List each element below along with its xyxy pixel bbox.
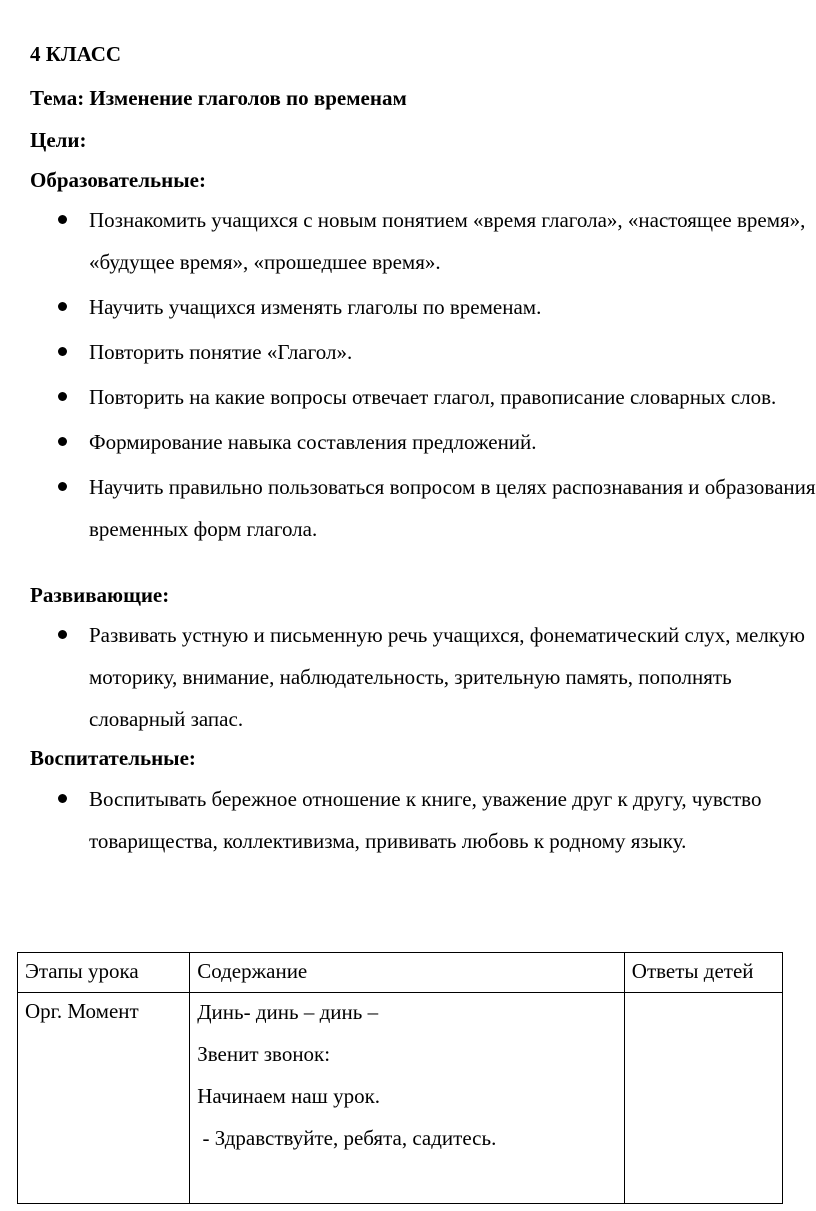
educational-heading: Образовательные: bbox=[30, 168, 206, 192]
list-item: Воспитывать бережное отношение к книге, уважение друг к другу, чувство товарищества, коллективизма, прививать любовь к родному языку. bbox=[0, 778, 816, 862]
list-item: Формирование навыка составления предложений. bbox=[0, 421, 816, 463]
column-header-stage: Этапы урока bbox=[18, 953, 190, 993]
topic-heading: Тема: Изменение глаголов по временам bbox=[30, 86, 407, 110]
list-item: Познакомить учащихся с новым понятием «время глагола», «настоящее время», «будущее время», «прошедшее время». bbox=[0, 199, 816, 283]
content-cell bbox=[190, 993, 625, 1204]
bullet-icon bbox=[58, 482, 67, 491]
content-line: - Здравствуйте, ребята, садитесь. bbox=[197, 1126, 497, 1150]
table-row bbox=[18, 993, 783, 1204]
bullet-icon bbox=[58, 392, 67, 401]
bullet-icon bbox=[58, 215, 67, 224]
bullet-icon bbox=[58, 630, 67, 639]
column-header-content: Содержание bbox=[190, 953, 625, 993]
educational-goals-list bbox=[0, 199, 816, 553]
bullet-icon bbox=[58, 302, 67, 311]
developmental-goals-list bbox=[0, 614, 816, 743]
answers-cell bbox=[624, 993, 782, 1204]
lesson-plan-table bbox=[17, 952, 783, 1204]
bullet-icon bbox=[58, 347, 67, 356]
stage-cell: Орг. Момент bbox=[18, 993, 190, 1204]
list-item: Повторить на какие вопросы отвечает глагол, правописание словарных слов. bbox=[0, 376, 816, 418]
column-header-answers: Ответы детей bbox=[624, 953, 782, 993]
content-line: Звенит звонок: bbox=[197, 1042, 331, 1066]
goals-heading: Цели: bbox=[30, 128, 87, 152]
list-item: Научить правильно пользоваться вопросом в целях распознавания и образования временных форм глагола. bbox=[0, 466, 816, 550]
content-line: Начинаем наш урок. bbox=[197, 1084, 381, 1108]
upbringing-heading: Воспитательные: bbox=[30, 746, 196, 770]
upbringing-goals-list bbox=[0, 778, 816, 865]
list-item: Научить учащихся изменять глаголы по временам. bbox=[0, 286, 816, 328]
content-line: Динь- динь – динь – bbox=[197, 1000, 379, 1024]
list-item: Развивать устную и письменную речь учащихся, фонематический слух, мелкую моторику, внимание, наблюдательность, зрительную память, пополнять словарный запас. bbox=[0, 614, 816, 740]
bullet-icon bbox=[58, 794, 67, 803]
developmental-heading: Развивающие: bbox=[30, 583, 170, 607]
list-item: Повторить понятие «Глагол». bbox=[0, 331, 816, 373]
grade-heading: 4 КЛАСС bbox=[30, 42, 122, 66]
bullet-icon bbox=[58, 437, 67, 446]
table-header-row bbox=[18, 953, 783, 993]
